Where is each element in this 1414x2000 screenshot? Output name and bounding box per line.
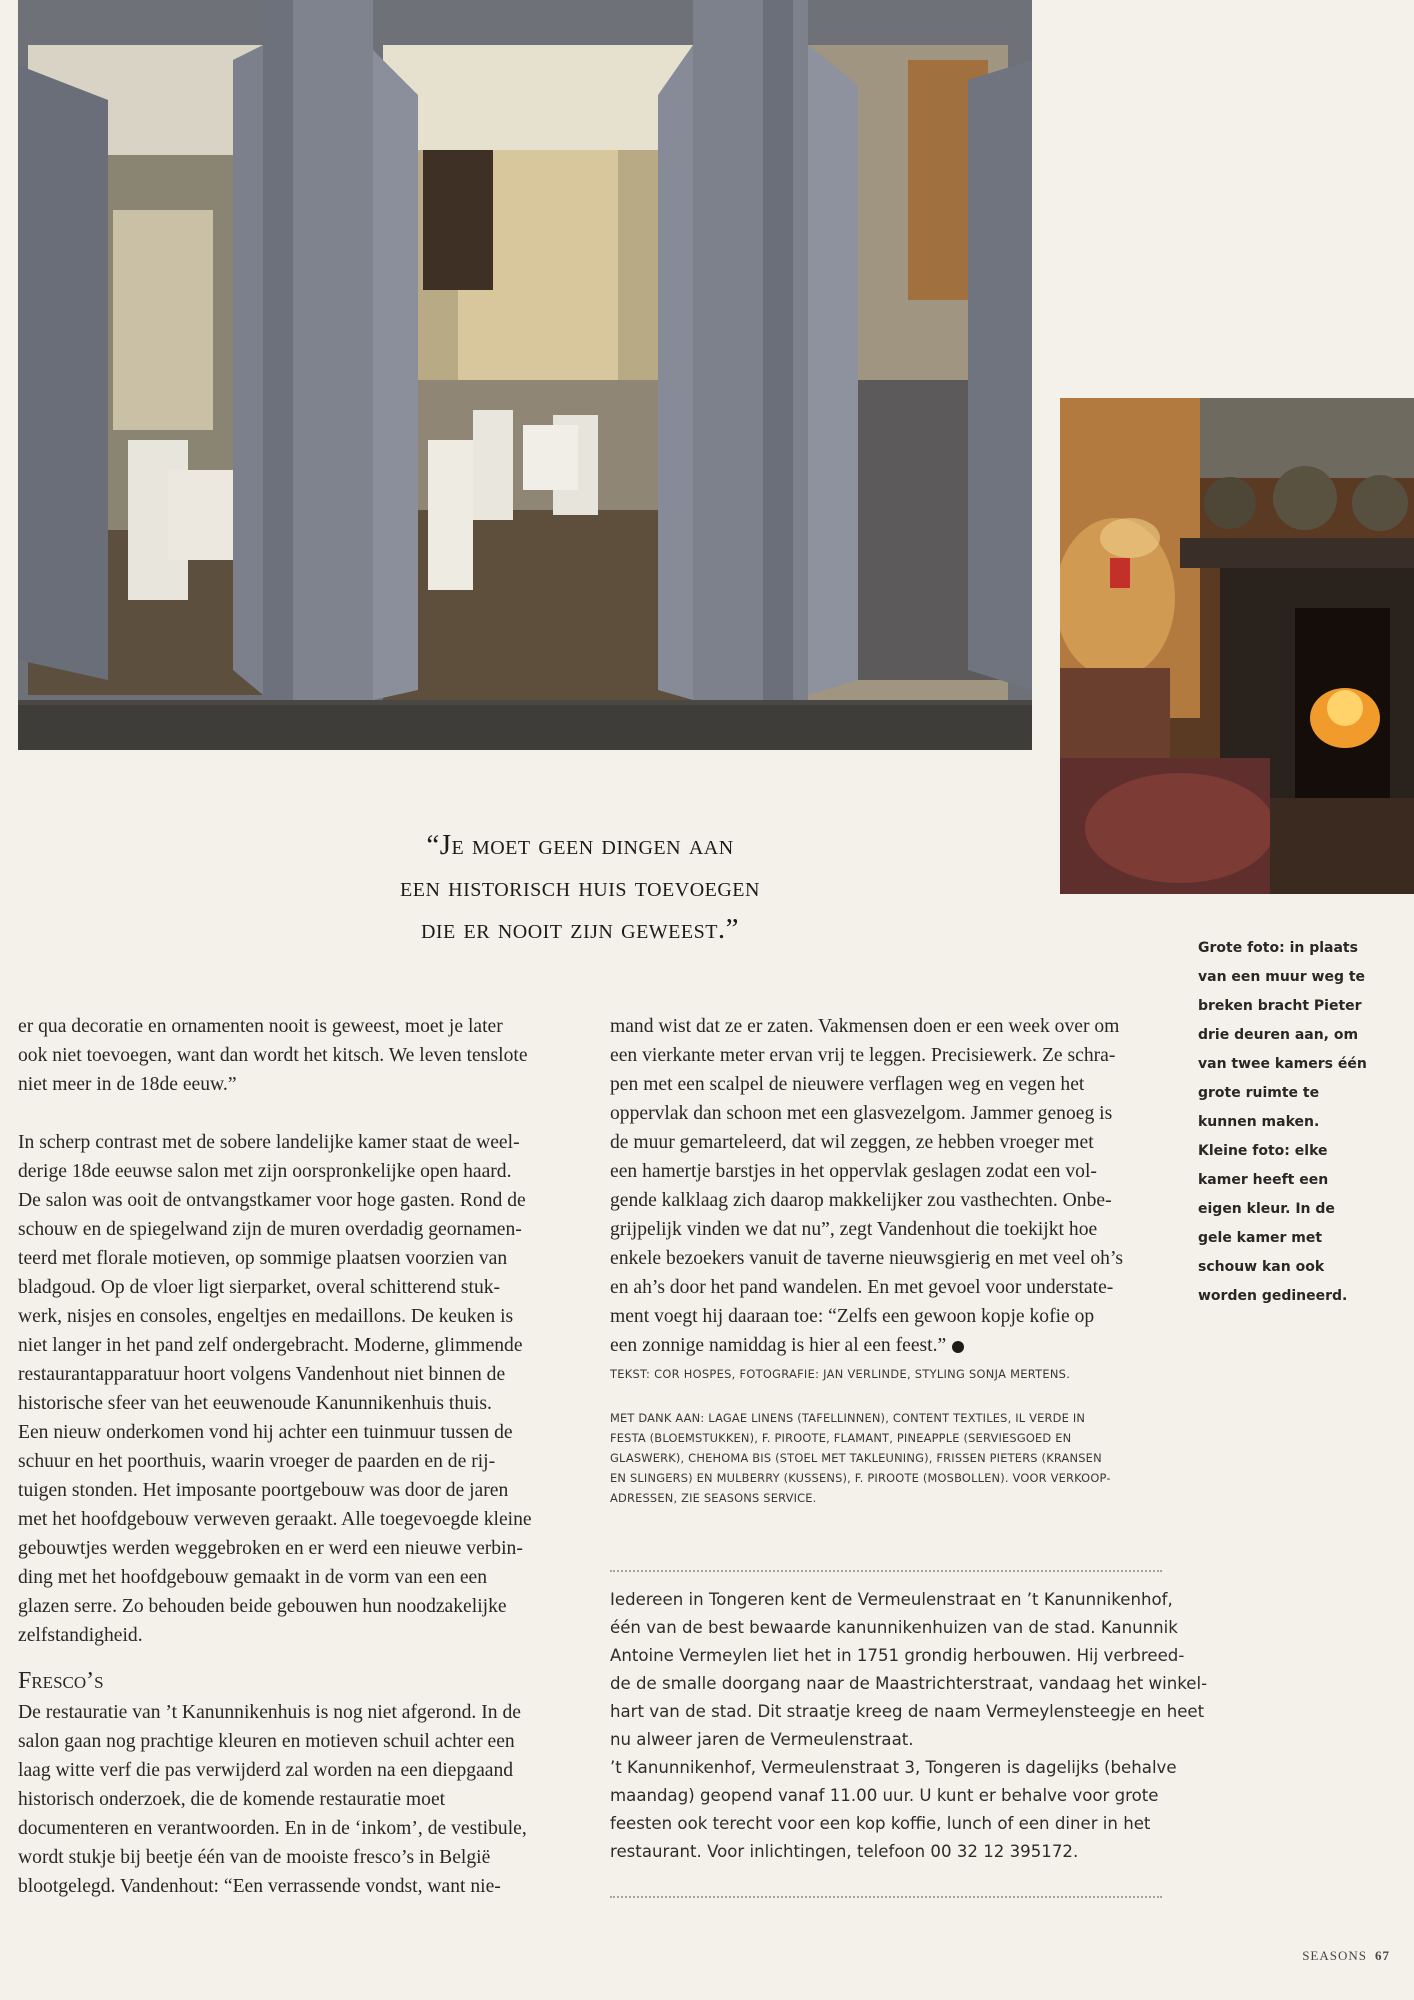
text-line: teerd met florale motieven, op sommige plaatsen voorzien van [18, 1248, 508, 1269]
text-line: werk, nisjes en consoles, engeltjes en medaillons. De keuken is [18, 1306, 514, 1327]
photo-credits [610, 1364, 1170, 1384]
text-line: documenteren en verantwoorden. En in de ‘inkom’, de vestibule, [18, 1818, 527, 1839]
caption-line: van een muur weg te [1198, 969, 1366, 985]
text-line: de muur gemarteleerd, dat wil zeggen, ze hebben vroeger met [610, 1132, 1094, 1153]
info-line: ’t Kanunnikenhof, Vermeulenstraat 3, Tongeren is dagelijks (behalve [610, 1758, 1177, 1777]
info-line: Iedereen in Tongeren kent de Vermeulenstraat en ’t Kanunnikenhof, [610, 1590, 1173, 1609]
end-mark-icon [952, 1341, 964, 1353]
caption-line: kunnen maken. [1198, 1114, 1320, 1130]
pull-quote [270, 824, 890, 950]
text-line: In scherp contrast met de sobere landelijke kamer staat de weel- [18, 1132, 520, 1153]
text-line: derige 18de eeuwse salon met zijn oorspronkelijke open haard. [18, 1161, 512, 1182]
caption-line: drie deuren aan, om [1198, 1027, 1359, 1043]
text-line-end: een zonnige namiddag is hier al een feest.” [610, 1335, 947, 1356]
body-column-left [18, 1012, 578, 1901]
text-line: ook niet toevoegen, want dan wordt het kitsch. We leven tenslote [18, 1045, 528, 1066]
info-line: de de smalle doorgang naar de Maastrichterstraat, vandaag het winkel- [610, 1674, 1208, 1693]
text-line: schuur en het poorthuis, waarin vroeger de paarden en de rij- [18, 1451, 496, 1472]
caption-line: gele kamer met [1198, 1230, 1323, 1246]
info-line: feesten ook terecht voor een kop koffie, lunch of een diner in het [610, 1814, 1151, 1833]
text-line: enkele bezoekers vanuit de taverne nieuwsgierig en met veel oh’s [610, 1248, 1124, 1269]
info-line: nu alweer jaren de Vermeulenstraat. [610, 1730, 914, 1749]
text-line: er qua decoratie en ornamenten nooit is geweest, moet je later [18, 1016, 503, 1037]
text-line [610, 1331, 1170, 1360]
thanks-line: ADRESSEN, ZIE SEASONS SERVICE. [610, 1491, 817, 1505]
info-box-kanunnikenhof [610, 1586, 1208, 1866]
body-column-right [610, 1012, 1170, 1360]
info-line: maandag) geopend vanaf 11.00 uur. U kunt er behalve voor grote [610, 1786, 1159, 1805]
text-line: zelfstandigheid. [18, 1625, 143, 1646]
text-line: De salon was ooit de ontvangstkamer voor hoge gasten. Rond de [18, 1190, 526, 1211]
caption-line: Kleine foto: elke [1198, 1143, 1328, 1159]
text-line: bladgoud. Op de vloer ligt sierparket, overal schitterend stuk- [18, 1277, 501, 1298]
text-line: laag witte verf die pas verwijderd zal worden na een diepgaand [18, 1760, 514, 1781]
text-line: salon gaan nog prachtige kleuren en motieven schuil achter een [18, 1731, 515, 1752]
text-line: met het hoofdgebouw verweven geraakt. Alle toegevoegde kleine [18, 1509, 532, 1530]
info-line: één van de best bewaarde kanunnikenhuizen van de stad. Kanunnik [610, 1618, 1178, 1637]
thanks-line: MET DANK AAN: LAGAE LINENS (TAFELLINNEN), CONTENT TEXTILES, IL VERDE IN [610, 1411, 1086, 1425]
text-line: Een nieuw onderkomen vond hij achter een tuinmuur tussen de [18, 1422, 513, 1443]
divider-dotted [610, 1570, 1162, 1572]
text-line: tuigen stonden. Het imposante poortgebouw was door de jaren [18, 1480, 509, 1501]
text-line: ding met het hoofdgebouw gemaakt in de vorm van een een [18, 1567, 488, 1588]
caption-line: schouw kan ook [1198, 1259, 1325, 1275]
text-line: historische sfeer van het eeuwenoude Kanunnikenhuis thuis. [18, 1393, 492, 1414]
text-line: een hamertje barstjes in het oppervlak geslagen zodat een vol- [610, 1161, 1097, 1182]
photo-caption [1198, 934, 1367, 1311]
credit-line: TEKST: COR HOSPES, FOTOGRAFIE: JAN VERLINDE, STYLING SONJA MERTENS. [610, 1367, 1071, 1381]
paragraph [610, 1012, 1170, 1360]
page-folio [1302, 1948, 1390, 1964]
text-line: blootgelegd. Vandenhout: “Een verrassende vondst, want nie- [18, 1876, 501, 1897]
text-line: schouw en de spiegelwand zijn de muren overdadig geornamen- [18, 1219, 522, 1240]
text-line: een vierkante meter ervan vrij te leggen. Precisiewerk. Ze schra- [610, 1045, 1116, 1066]
text-line: gende kalklaag zich daarop makkelijker zou vasthechten. Onbe- [610, 1190, 1112, 1211]
text-line: mand wist dat ze er zaten. Vakmensen doen er een week over om [610, 1016, 1120, 1037]
info-line: hart van de stad. Dit straatje kreeg de naam Vermeylensteegje en heet [610, 1702, 1205, 1721]
caption-line: Grote foto: in plaats [1198, 940, 1358, 956]
caption-line: eigen kleur. In de [1198, 1201, 1335, 1217]
thanks-line: EN SLINGERS) EN MULBERRY (KUSSENS), F. PIROOTE (MOSBOLLEN). VOOR VERKOOP- [610, 1471, 1111, 1485]
pull-quote-line: “Je moet geen dingen aan [426, 829, 734, 861]
pull-quote-line: die er nooit zijn geweest.” [420, 913, 740, 945]
text-line: niet langer in het pand zelf ondergebracht. Moderne, glimmende [18, 1335, 523, 1356]
divider-dotted [610, 1896, 1162, 1898]
caption-line: kamer heeft een [1198, 1172, 1329, 1188]
text-line: pen met een scalpel de nieuwere verflagen weg en vegen het [610, 1074, 1085, 1095]
text-line: niet meer in de 18de eeuw.” [18, 1074, 237, 1095]
thanks-line: GLASWERK), CHEHOMA BIS (STOEL MET TAKLEUNING), FRISSEN PIETERS (KRANSEN [610, 1451, 1102, 1465]
text-line: De restauratie van ’t Kanunnikenhuis is nog niet afgerond. In de [18, 1702, 521, 1723]
caption-line: grote ruimte te [1198, 1085, 1320, 1101]
subheading-frescos: Fresco’s [18, 1668, 104, 1694]
acknowledgements [610, 1408, 1170, 1508]
thanks-line: FESTA (BLOEMSTUKKEN), F. PIROOTE, FLAMANT, PINEAPPLE (SERVIESGOED EN [610, 1431, 1072, 1445]
text-line: en ah’s door het pand wandelen. En met gevoel voor understate- [610, 1277, 1114, 1298]
text-line: restaurantapparatuur hoort volgens Vandenhout niet binnen de [18, 1364, 506, 1385]
caption-line: van twee kamers één [1198, 1056, 1367, 1072]
text-line: oppervlak dan schoon met een glasvezelgom. Jammer genoeg is [610, 1103, 1113, 1124]
text-line: grijpelijk vinden we dat nu”, zegt Vandenhout die toekijkt hoe [610, 1219, 1098, 1240]
paragraph [18, 1698, 578, 1901]
photo-large-three-doors [18, 0, 1032, 750]
text-line: ment voegt hij daaraan toe: “Zelfs een gewoon kopje kofie op [610, 1306, 1095, 1327]
text-line: historisch onderzoek, die de komende restauratie moet [18, 1789, 446, 1810]
text-line: gebouwtjes werden weggebroken en er werd een nieuwe verbin- [18, 1538, 523, 1559]
caption-line: worden gedineerd. [1198, 1288, 1348, 1304]
pull-quote-line: een historisch huis toevoegen [400, 871, 760, 903]
text-line: glazen serre. Zo behouden beide gebouwen hun noodzakelijke [18, 1596, 507, 1617]
photo-small-fireplace [1060, 398, 1414, 894]
info-line: restaurant. Voor inlichtingen, telefoon 00 32 12 395172. [610, 1842, 1079, 1861]
caption-line: breken bracht Pieter [1198, 998, 1362, 1014]
magazine-name: SEASONS [1302, 1948, 1367, 1963]
info-line: Antoine Vermeylen liet het in 1751 grondig herbouwen. Hij verbreed- [610, 1646, 1185, 1665]
page-number: 67 [1375, 1948, 1390, 1963]
paragraph [18, 1012, 578, 1099]
text-line: wordt stukje bij beetje één van de mooiste fresco’s in België [18, 1847, 491, 1868]
paragraph [18, 1128, 578, 1650]
